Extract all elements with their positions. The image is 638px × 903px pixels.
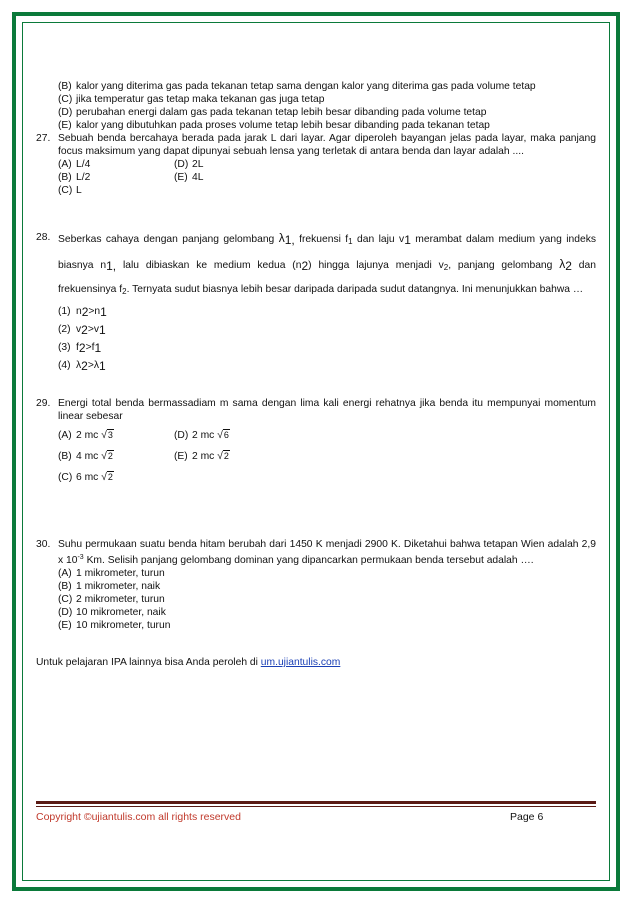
sqrt-symbol: √2 xyxy=(101,451,113,462)
question-30 xyxy=(36,538,596,632)
option-26-b: (B) kalor yang diterima gas pada tekanan tetap sama dengan kalor yang diterima gas pada volume tetap xyxy=(58,81,536,92)
statement-28-4: (4) λ 2 > λ 1 xyxy=(58,359,106,373)
sqrt-symbol: √3 xyxy=(101,430,113,441)
question-number: 30. xyxy=(36,539,51,550)
question-text: Sebuah benda bercahaya berada pada jarak L dari layar. Agar diperoleh bayangan jelas pada layar, maka panjang focus maksimum yang dapat dipunyai sebuah lensa yang terletak di antara benda dan layar adalah .... xyxy=(58,133,596,157)
option-29-d: (D) 2 mc √6 xyxy=(174,425,374,446)
option-27-a: (A) L/4 xyxy=(58,159,91,170)
option-29-e: (E) 2 mc √2 xyxy=(174,446,374,467)
page-number: Page 6 xyxy=(510,811,544,823)
option-27-e: (E) 4L xyxy=(174,172,204,183)
option-30-a: (A) 1 mikrometer, turun xyxy=(58,568,165,579)
statement-28-1: (1) n 2 >n 1 xyxy=(58,305,107,319)
question-27 xyxy=(36,132,596,197)
sqrt-symbol: √2 xyxy=(217,451,229,462)
question-number: 27. xyxy=(36,133,51,144)
copyright-text: Copyright ©ujiantulis.com all rights reserved xyxy=(36,811,241,823)
option-27-c: (C) L xyxy=(58,185,82,196)
footer-rule-thin xyxy=(36,806,596,807)
website-link[interactable]: um.ujiantulis.com xyxy=(260,657,341,668)
sqrt-symbol: √6 xyxy=(217,430,229,441)
question-29 xyxy=(36,397,596,488)
statement-28-2: (2) v 2 >v 1 xyxy=(58,323,106,337)
footer-rule-thick xyxy=(36,801,596,804)
question-26-options xyxy=(36,80,596,132)
option-29-b: (B) 4 mc √2 xyxy=(58,446,174,467)
question-text: Seberkas cahaya dengan panjang gelombang λ1, frekuensi $f_1$ dan laju v1 merambat dalam medium yang indeks biasnya n1, lalu dibiaskan ke medium kedua (n2) hingga lajunya menjadi $v_2$, panjang gelombang λ2 dan frekuensinya $f_2$. Ternyata sudut biasnya lebih besar daripada daripada sudut datangnya. Ini menunjukkan bahwa … xyxy=(58,231,596,296)
question-number: 29. xyxy=(36,398,51,409)
option-30-b: (B) 1 mikrometer, naik xyxy=(58,581,161,592)
options-grid xyxy=(58,425,596,488)
option-30-d: (D) 10 mikrometer, naik xyxy=(58,607,166,618)
option-29-a: (A) 2 mc √3 xyxy=(58,425,174,446)
option-26-d: (D) perubahan energi dalam gas pada tekanan tetap lebih besar dibanding pada volume tetap xyxy=(58,107,487,118)
question-text: Suhu permukaan suatu benda hitam berubah dari 1450 K menjadi 2900 K. Diketahui bahwa tetapan Wien adalah 2,9 x $10^{-3}$ Km. Selisih panjang gelombang dominan yang dipancarkan permukaan benda tersebut adalah …. xyxy=(58,539,596,566)
page-content xyxy=(36,80,596,669)
promo-line: Untuk pelajaran IPA lainnya bisa Anda peroleh di um.ujiantulis.com xyxy=(36,657,341,668)
question-28 xyxy=(36,227,596,375)
option-27-b: (B) L/2 xyxy=(58,172,91,183)
statement-28-3: (3) f 2 >f 1 xyxy=(58,341,102,355)
option-30-e: (E) 10 mikrometer, turun xyxy=(58,620,171,631)
sqrt-symbol: √2 xyxy=(101,472,113,483)
question-number: 28. xyxy=(36,232,51,243)
option-26-e: (E) kalor yang dibutuhkan pada proses volume tetap lebih besar dibanding pada tekanan tetap xyxy=(58,120,490,131)
option-27-d: (D) 2L xyxy=(174,159,204,170)
options-grid xyxy=(58,158,596,197)
option-30-c: (C) 2 mikrometer, turun xyxy=(58,594,165,605)
question-text: Energi total benda bermassadiam m sama dengan lima kali energi rehatnya jika benda itu mempunyai momentum linear sebesar xyxy=(58,398,596,422)
option-29-c: (C) 6 mc √2 xyxy=(58,467,174,488)
option-26-c: (C) jika temperatur gas tetap maka tekanan gas juga tetap xyxy=(58,94,325,105)
